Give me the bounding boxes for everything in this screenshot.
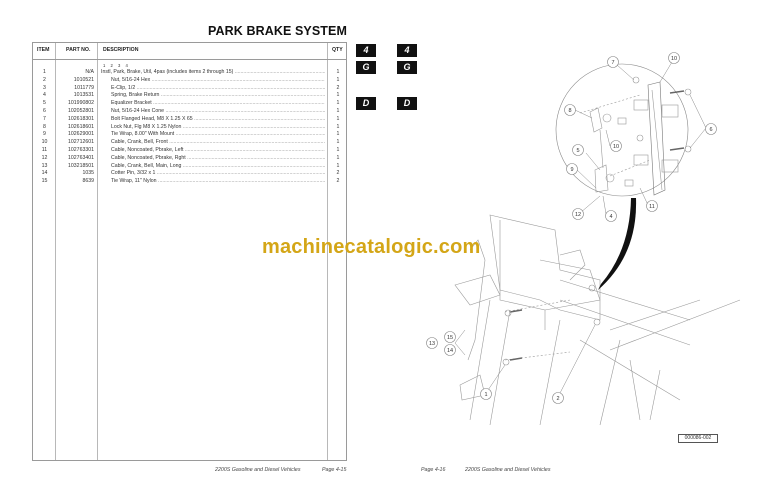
description: Tie Wrap, 8.00" With Mount ..... [111, 131, 325, 139]
svg-text:1: 1 [484, 392, 488, 398]
svg-text:11: 11 [649, 204, 655, 210]
quantity: 1 [336, 100, 340, 107]
description: Cable, Noncoated, Pbrake, Rght ..... [111, 155, 325, 163]
item-number: 9 [43, 131, 46, 138]
item-number: 10 [41, 139, 48, 146]
figure-id: 000086-002 [678, 434, 718, 443]
quantity: 1 [336, 131, 340, 138]
table-row [33, 178, 346, 186]
item-number: 11 [41, 147, 48, 153]
model-badge-4: 4 [397, 44, 417, 57]
watermark: machinecatalogic.com [262, 236, 481, 258]
table-row [33, 131, 346, 139]
item-number: 15 [41, 178, 48, 185]
item-number: 5 [43, 100, 46, 107]
svg-text:2: 2 [556, 396, 560, 402]
item-number: 12 [41, 154, 48, 161]
svg-text:6: 6 [709, 127, 713, 133]
svg-text:13: 13 [428, 341, 436, 347]
header-item: ITEM [37, 47, 50, 53]
quantity: 2 [336, 170, 340, 177]
model-badge-g: G [397, 61, 417, 74]
table-row [33, 139, 346, 147]
svg-text:4: 4 [609, 214, 613, 220]
quantity: 2 [336, 84, 340, 91]
footer-left-vehicle: 2200S Gasoline and Diesel Vehicles [215, 467, 301, 473]
description: Nut, 5/16-24 Hex Cone ..... [111, 108, 325, 116]
table-row [33, 92, 346, 100]
description: Tie Wrap, 11" Nylon ..... [111, 178, 325, 186]
quantity: 1 [336, 147, 340, 153]
model-badge-d: D [356, 97, 376, 110]
description: E-Clip, 1/2 ..... [111, 85, 325, 93]
part-number: 1013531 [73, 92, 94, 99]
item-number: 2 [43, 76, 46, 83]
footer-right-vehicle: 2200S Gasoline and Diesel Vehicles [465, 467, 551, 473]
quantity: 1 [336, 92, 340, 99]
park-brake-exploded-diagram [420, 40, 750, 430]
part-number: 103218501 [68, 162, 94, 169]
item-number: 6 [43, 108, 46, 114]
quantity: 2 [336, 178, 340, 185]
quantity: 1 [336, 76, 340, 83]
item-number: 3 [43, 84, 46, 91]
part-number: 102618601 [68, 123, 94, 130]
part-number: 1035 [82, 170, 94, 177]
table-row [33, 77, 346, 85]
part-number: 8639 [82, 178, 94, 185]
part-number: 1010521 [73, 76, 94, 83]
description: Spring, Brake Return ..... [111, 92, 325, 100]
description: Cotter Pin, 3/32 x 1 ..... [111, 170, 325, 178]
description: Cable, Noncoated, Pbrake, Left ..... [111, 147, 325, 155]
part-number: 1011779 [74, 84, 94, 91]
description: Cable, Crank, Bell, Front ..... [111, 139, 325, 147]
table-row [33, 170, 346, 178]
item-number: 4 [43, 92, 46, 99]
quantity: 1 [336, 69, 340, 75]
table-row [33, 147, 346, 155]
part-number: 102618301 [68, 115, 94, 122]
item-number: 13 [41, 162, 48, 169]
quantity: 1 [336, 154, 340, 161]
table-row [33, 108, 346, 116]
item-number: 8 [43, 123, 46, 130]
quantity: 1 [336, 139, 340, 146]
description: Cable, Crank, Bell, Main, Long ..... [111, 163, 325, 171]
header-part-no: PART NO. [66, 47, 91, 53]
item-number: 14 [41, 170, 48, 177]
part-number: 102629001 [68, 131, 94, 138]
quantity: 1 [336, 162, 340, 169]
part-number: 102712601 [68, 139, 94, 146]
quantity: 1 [336, 108, 340, 114]
header-divider [33, 59, 346, 60]
model-superscript: 1 2 3 4 [103, 63, 130, 68]
description: Nut, 5/16-24 Hex ..... [111, 77, 325, 85]
svg-text:10: 10 [612, 144, 620, 150]
svg-text:15: 15 [446, 335, 454, 341]
table-row [33, 85, 346, 93]
header-description: DESCRIPTION [103, 47, 139, 53]
description: Equalizer Bracket ..... [111, 100, 325, 108]
table-row [33, 100, 346, 108]
model-badge-4: 4 [356, 44, 376, 57]
table-row [33, 163, 346, 171]
description: Lock Nut, Flg M8 X 1.25 Nylon ..... [111, 124, 325, 132]
item-number: 7 [43, 115, 46, 122]
page-title: PARK BRAKE SYSTEM [208, 24, 347, 38]
svg-text:14: 14 [446, 348, 454, 354]
model-badge-d: D [397, 97, 417, 110]
model-badge-g: G [356, 61, 376, 74]
svg-text:8: 8 [568, 108, 572, 114]
description: Instl, Park, Brake, Util, 4pas (includes items 2 through 15) ..... [101, 69, 325, 77]
footer-right-page-number: Page 4-16 [421, 467, 446, 473]
svg-text:12: 12 [574, 212, 582, 218]
quantity: 1 [336, 115, 340, 122]
part-number: 102763301 [68, 147, 94, 153]
part-number: N/A [85, 69, 94, 75]
header-qty: QTY [332, 47, 343, 53]
quantity: 1 [336, 123, 340, 130]
table-row [33, 116, 346, 124]
svg-text:10: 10 [670, 56, 678, 62]
callout-7: 7 [611, 60, 615, 66]
table-row [33, 69, 346, 77]
item-number: 1 [43, 69, 46, 75]
footer-left-page-number: Page 4-15 [322, 467, 347, 473]
part-number: 102052801 [68, 108, 94, 114]
table-row [33, 124, 346, 132]
part-number: 102763401 [68, 154, 94, 161]
part-number: 101990802 [68, 100, 94, 107]
svg-text:5: 5 [576, 148, 580, 154]
description: Bolt Flanged Head, M8 X 1.25 X 65 ..... [111, 116, 325, 124]
svg-text:9: 9 [570, 167, 574, 173]
table-row [33, 155, 346, 163]
